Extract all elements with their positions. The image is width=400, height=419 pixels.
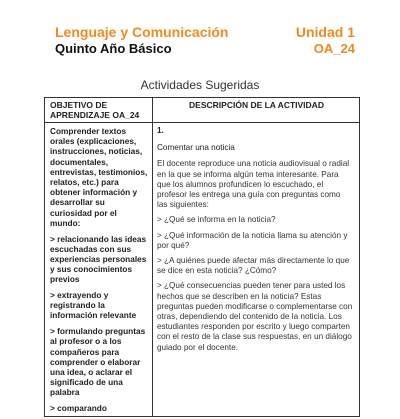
unit-label: Unidad 1 (295, 24, 355, 40)
header-divider (45, 122, 359, 123)
page-header (55, 24, 355, 60)
activity-question: > ¿Qué consecuencias pueden tener para usted los hechos que se describen en la noticia? Estas preguntas pueden modificarse o complementarse con otras, dependiendo del contenido de la noticia. Los estudiantes responden por escrito y luego comparten con el resto de la clase sus respuestas, en un diálogo guiado por el docente. (157, 281, 353, 352)
objective-paragraph: > relacionando las ideas escuchadas con sus experiencias personales y sus conocimientos previos (50, 233, 147, 285)
objective-paragraph: > extrayendo y registrando la información relevante (50, 290, 137, 321)
subject-title: Lenguaje y Comunicación (55, 24, 229, 40)
column-divider (152, 98, 153, 416)
objective-column-header: OBJETIVO DE APRENDIZAJE OA_24 (50, 100, 140, 120)
objective-paragraph: Comprender textos orales (explicaciones, instrucciones, noticias, documentales, entrevistas, testimonios, relatos, etc.) para obtener información y desarrollar su curiosidad por el mundo: (50, 126, 148, 228)
section-title: Actividades Sugeridas (140, 78, 260, 92)
activity-content (157, 126, 353, 358)
grade-level: Quinto Año Básico (55, 41, 172, 56)
activity-question: > ¿Qué información de la noticia llama su atención y por qué? (157, 230, 348, 250)
activity-paragraph: El docente reproduce una noticia audiovisual o radial en la que se informa algún tema interesante. Para que los alumnos profundicen lo escuchado, el profesor les entrega una guía con preguntas como las siguientes: (157, 159, 350, 210)
objective-paragraph: > formulando preguntas al profesor o a los compañeros para comprender o elaborar una idea, o aclarar el significado de una palabra (50, 326, 146, 398)
activity-column-header: DESCRIPCIÓN DE LA ACTIVIDAD (189, 100, 324, 110)
objective-code: OA_24 (313, 41, 355, 56)
activity-question: > ¿A quiénes puede afectar más directamente lo que se dice en esta noticia? ¿Cómo? (157, 256, 350, 276)
objective-content (50, 126, 148, 419)
activity-question: > ¿Qué se informa en la noticia? (157, 215, 276, 225)
objective-paragraph: > comparando (50, 403, 107, 414)
activities-table (44, 97, 360, 417)
activity-title: Comentar una noticia (157, 143, 235, 153)
activity-number: 1. (157, 126, 164, 135)
